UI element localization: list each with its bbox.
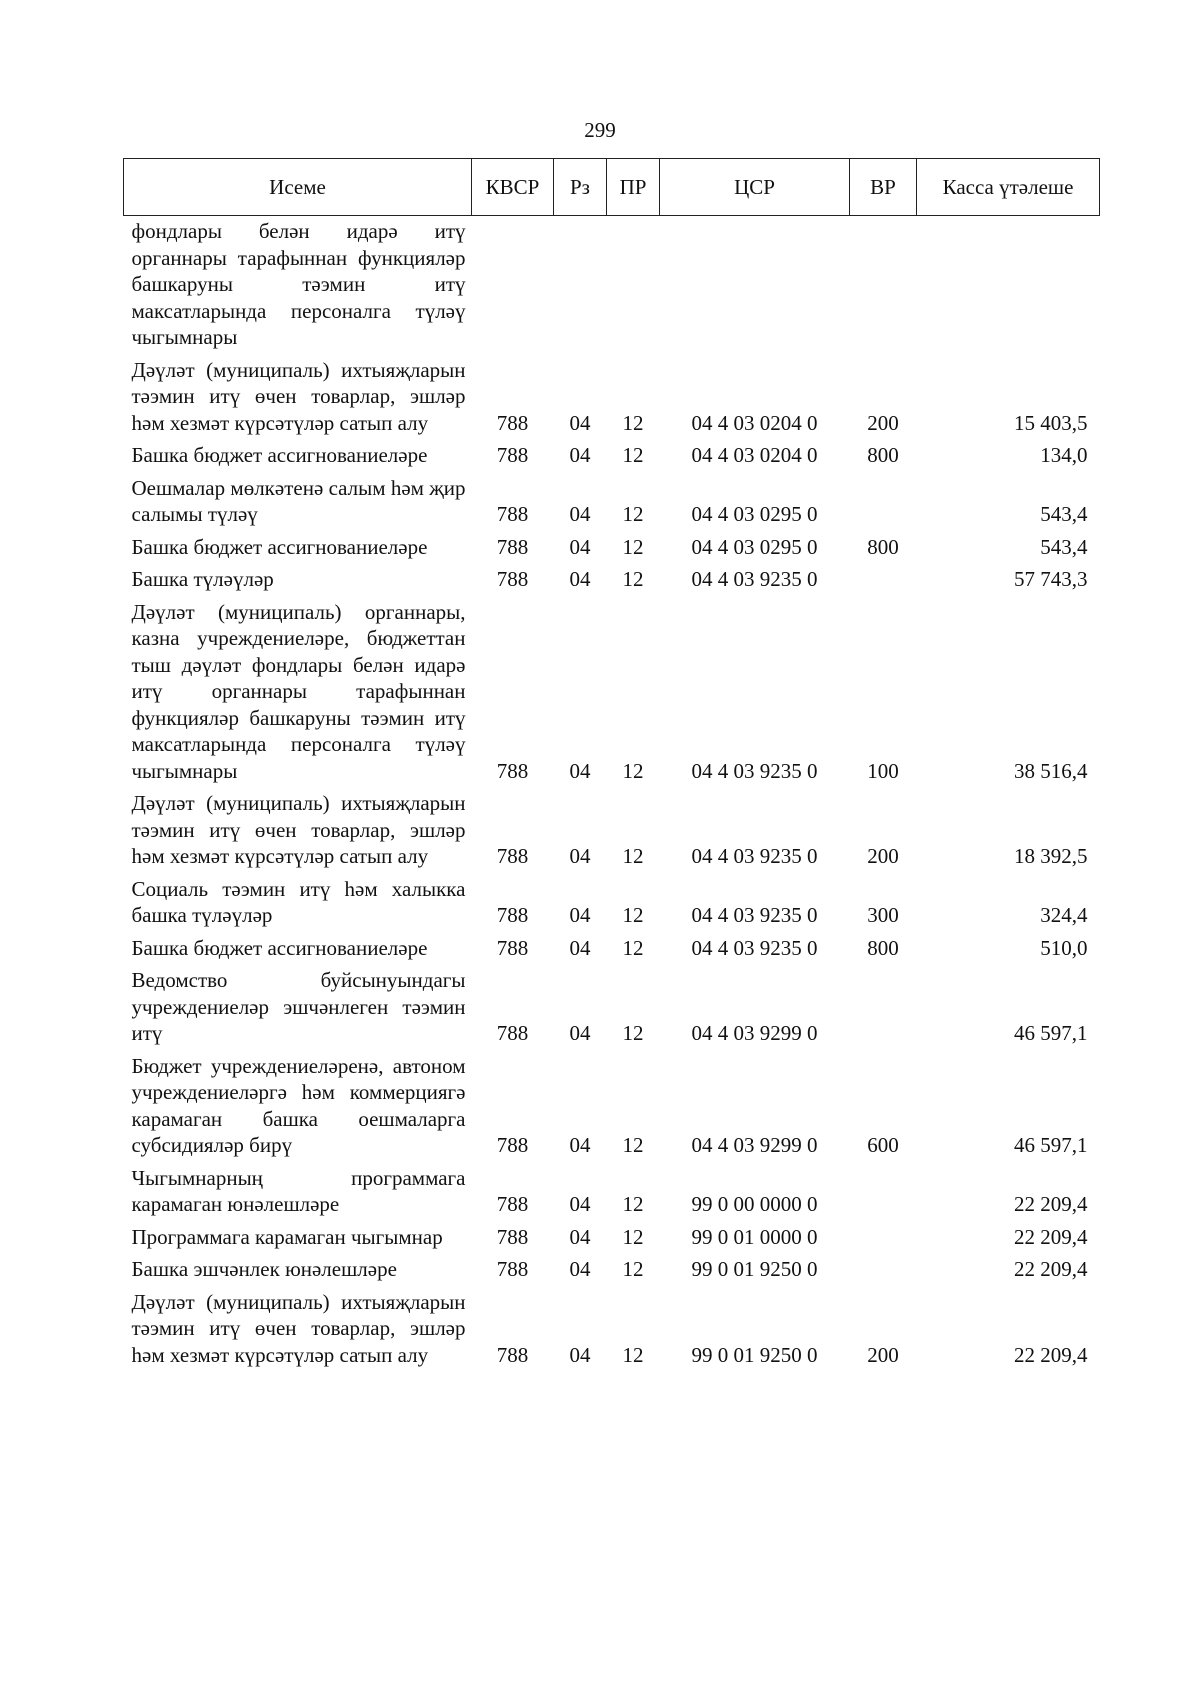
cell-name: Башка бюджет ассигнованиеләре [131, 935, 428, 960]
cell-kassa: 22 209,4 [1014, 1192, 1088, 1216]
cell-name: Бюджет учреждениеләренә, автоном учреждениеләргә һәм коммерциягә карамаган башка оешмаларга субсидияләр бирү [131, 1053, 466, 1157]
table-body [124, 216, 1100, 1372]
cell-csr: 99 0 01 9250 0 [691, 1257, 818, 1281]
cell-kvsr: 788 [496, 935, 529, 960]
cell-vr: 800 [867, 935, 899, 960]
cell-vr [850, 216, 917, 354]
cell-kassa: 22 209,4 [1014, 1257, 1088, 1281]
cell-kvsr: 788 [496, 1133, 529, 1157]
cell-pr: 12 [622, 1021, 644, 1045]
cell-kassa [917, 216, 1100, 354]
cell-vr [850, 563, 917, 596]
table-row [124, 472, 1100, 531]
cell-vr: 200 [867, 844, 899, 868]
cell-pr: 12 [622, 410, 644, 435]
cell-kassa: 18 392,5 [1014, 844, 1088, 868]
cell-name: Ведомство буйсынуындагы учреждениеләр эшчәнлеген тәэмин итү [131, 968, 466, 1045]
cell-pr: 12 [622, 1342, 644, 1367]
cell-kassa: 510,0 [1040, 935, 1088, 960]
table-row [124, 787, 1100, 873]
page-number: 299 [584, 118, 616, 142]
cell-kassa: 543,4 [1040, 534, 1088, 559]
cell-name: фондлары белән идарә итү органнары тарафыннан функцияләр башкаруны тәэмин итү максатларында персоналга түләү чыгымнары [131, 219, 466, 349]
cell-csr: 04 4 03 9235 0 [691, 935, 818, 960]
cell-vr: 300 [867, 903, 899, 927]
cell-kvsr: 788 [496, 1021, 529, 1045]
cell-kassa: 324,4 [1040, 903, 1088, 927]
cell-kassa: 46 597,1 [1014, 1021, 1088, 1045]
cell-csr: 04 4 03 9299 0 [691, 1133, 818, 1157]
cell-csr: 99 0 01 9250 0 [691, 1342, 818, 1367]
cell-csr: 04 4 03 9235 0 [691, 567, 818, 591]
cell-vr: 800 [867, 443, 899, 467]
cell-vr [850, 964, 917, 1050]
cell-csr: 04 4 03 9235 0 [691, 758, 818, 783]
cell-kvsr: 788 [496, 1342, 529, 1367]
cell-csr: 99 0 01 0000 0 [691, 1224, 818, 1249]
cell-csr: 04 4 03 9235 0 [691, 844, 818, 868]
table-row [124, 1253, 1100, 1286]
cell-vr: 100 [867, 758, 899, 783]
header-csr: ЦСР [660, 159, 850, 216]
cell-csr: 04 4 03 9299 0 [691, 1021, 818, 1045]
cell-rz: 04 [569, 1192, 591, 1216]
cell-pr: 12 [622, 567, 644, 591]
cell-pr: 12 [622, 1133, 644, 1157]
header-pr: ПР [607, 159, 660, 216]
cell-csr: 04 4 03 0204 0 [691, 443, 818, 467]
cell-pr: 12 [622, 1192, 644, 1216]
cell-name: Оешмалар мөлкәтенә салым һәм җир салымы түләү [131, 475, 466, 526]
cell-csr [660, 216, 850, 354]
cell-rz: 04 [569, 534, 591, 559]
cell-kvsr: 788 [496, 1257, 529, 1281]
table-row [124, 596, 1100, 788]
cell-kassa: 57 743,3 [1014, 567, 1088, 591]
cell-csr: 04 4 03 9235 0 [691, 903, 818, 927]
cell-kassa: 22 209,4 [1014, 1342, 1088, 1367]
cell-vr: 800 [867, 534, 899, 559]
cell-pr: 12 [622, 935, 644, 960]
cell-name: Дәүләт (муниципаль) ихтыяҗларын тәэмин итү өчен товарлар, эшләр һәм хезмәт күрсәтүләр сатып алу [131, 791, 466, 868]
table-row [124, 1221, 1100, 1254]
cell-vr [850, 1162, 917, 1221]
table-row [124, 1050, 1100, 1162]
cell-pr: 12 [622, 1257, 644, 1281]
table-row [124, 216, 1100, 354]
cell-pr: 12 [622, 534, 644, 559]
cell-kvsr: 788 [496, 903, 529, 927]
header-vr: ВР [850, 159, 917, 216]
cell-vr [850, 1253, 917, 1286]
cell-kvsr: 788 [496, 844, 529, 868]
cell-name: Башка эшчәнлек юнәлешләре [131, 1257, 397, 1281]
cell-name: Дәүләт (муниципаль) органнары, казна учреждениеләре, бюджеттан тыш дәүләт фондлары белән идарә итү органнары тарафыннан функцияләр башкаруны тәэмин итү максатларында персоналга түләү чыгымнары [131, 599, 466, 783]
cell-rz: 04 [569, 935, 591, 960]
cell-kvsr: 788 [496, 567, 529, 591]
cell-rz: 04 [569, 1224, 591, 1249]
table-header [124, 159, 1100, 216]
cell-pr: 12 [622, 502, 644, 526]
cell-csr: 04 4 03 0295 0 [691, 502, 818, 526]
cell-pr: 12 [622, 903, 644, 927]
header-row [124, 159, 1100, 216]
cell-csr: 04 4 03 0204 0 [691, 410, 818, 435]
cell-kassa: 134,0 [1040, 443, 1088, 467]
cell-kvsr [472, 216, 554, 354]
cell-rz: 04 [569, 410, 591, 435]
cell-rz: 04 [569, 502, 591, 526]
cell-vr [850, 472, 917, 531]
cell-pr: 12 [622, 758, 644, 783]
table-row [124, 439, 1100, 472]
cell-pr [607, 216, 660, 354]
table-row [124, 964, 1100, 1050]
table-row [124, 531, 1100, 564]
cell-kvsr: 788 [496, 502, 529, 526]
cell-kvsr: 788 [496, 410, 529, 435]
cell-pr: 12 [622, 443, 644, 467]
cell-name: Башка бюджет ассигнованиеләре [131, 443, 428, 467]
budget-table [123, 158, 1100, 1371]
cell-csr: 99 0 00 0000 0 [691, 1192, 818, 1216]
table-row [124, 1286, 1100, 1372]
cell-kassa: 15 403,5 [1014, 410, 1088, 435]
header-name: Исеме [124, 159, 472, 216]
cell-rz: 04 [569, 1257, 591, 1281]
cell-rz: 04 [569, 844, 591, 868]
cell-name: Социаль тәэмин итү һәм халыкка башка түләүләр [131, 876, 466, 927]
cell-vr: 200 [867, 1342, 899, 1367]
cell-kassa: 38 516,4 [1014, 758, 1088, 783]
cell-rz: 04 [569, 443, 591, 467]
table-row [124, 563, 1100, 596]
cell-rz: 04 [569, 758, 591, 783]
cell-name: Чыгымнарның программага карамаган юнәлешләре [131, 1165, 466, 1216]
cell-kassa: 543,4 [1040, 502, 1088, 526]
cell-kvsr: 788 [496, 758, 529, 783]
cell-kvsr: 788 [496, 1224, 529, 1249]
cell-name: Башка бюджет ассигнованиеләре [131, 534, 428, 559]
cell-vr [850, 1221, 917, 1254]
cell-kvsr: 788 [496, 1192, 529, 1216]
cell-pr: 12 [622, 844, 644, 868]
cell-rz [554, 216, 607, 354]
cell-name: Программага карамаган чыгымнар [131, 1224, 443, 1249]
header-kvsr: КВСР [472, 159, 554, 216]
cell-name: Дәүләт (муниципаль) ихтыяҗларын тәэмин итү өчен товарлар, эшләр һәм хезмәт күрсәтүләр сатып алу [131, 357, 466, 435]
cell-rz: 04 [569, 1133, 591, 1157]
table-row [124, 873, 1100, 932]
cell-kassa: 22 209,4 [1014, 1224, 1088, 1249]
cell-kvsr: 788 [496, 534, 529, 559]
cell-rz: 04 [569, 1342, 591, 1367]
cell-rz: 04 [569, 1021, 591, 1045]
cell-kassa: 46 597,1 [1014, 1133, 1088, 1157]
table-row [124, 1162, 1100, 1221]
header-kassa: Касса үтәлеше [917, 159, 1100, 216]
cell-kvsr: 788 [496, 443, 529, 467]
cell-name: Башка түләүләр [131, 567, 274, 591]
header-rz: Рз [554, 159, 607, 216]
cell-vr: 600 [867, 1133, 899, 1157]
cell-rz: 04 [569, 567, 591, 591]
cell-rz: 04 [569, 903, 591, 927]
cell-csr: 04 4 03 0295 0 [691, 534, 818, 559]
cell-vr: 200 [867, 410, 899, 435]
table-row [124, 354, 1100, 440]
cell-pr: 12 [622, 1224, 644, 1249]
table-row [124, 932, 1100, 965]
cell-name: Дәүләт (муниципаль) ихтыяҗларын тәэмин итү өчен товарлар, эшләр һәм хезмәт күрсәтүләр сатып алу [131, 1289, 466, 1367]
